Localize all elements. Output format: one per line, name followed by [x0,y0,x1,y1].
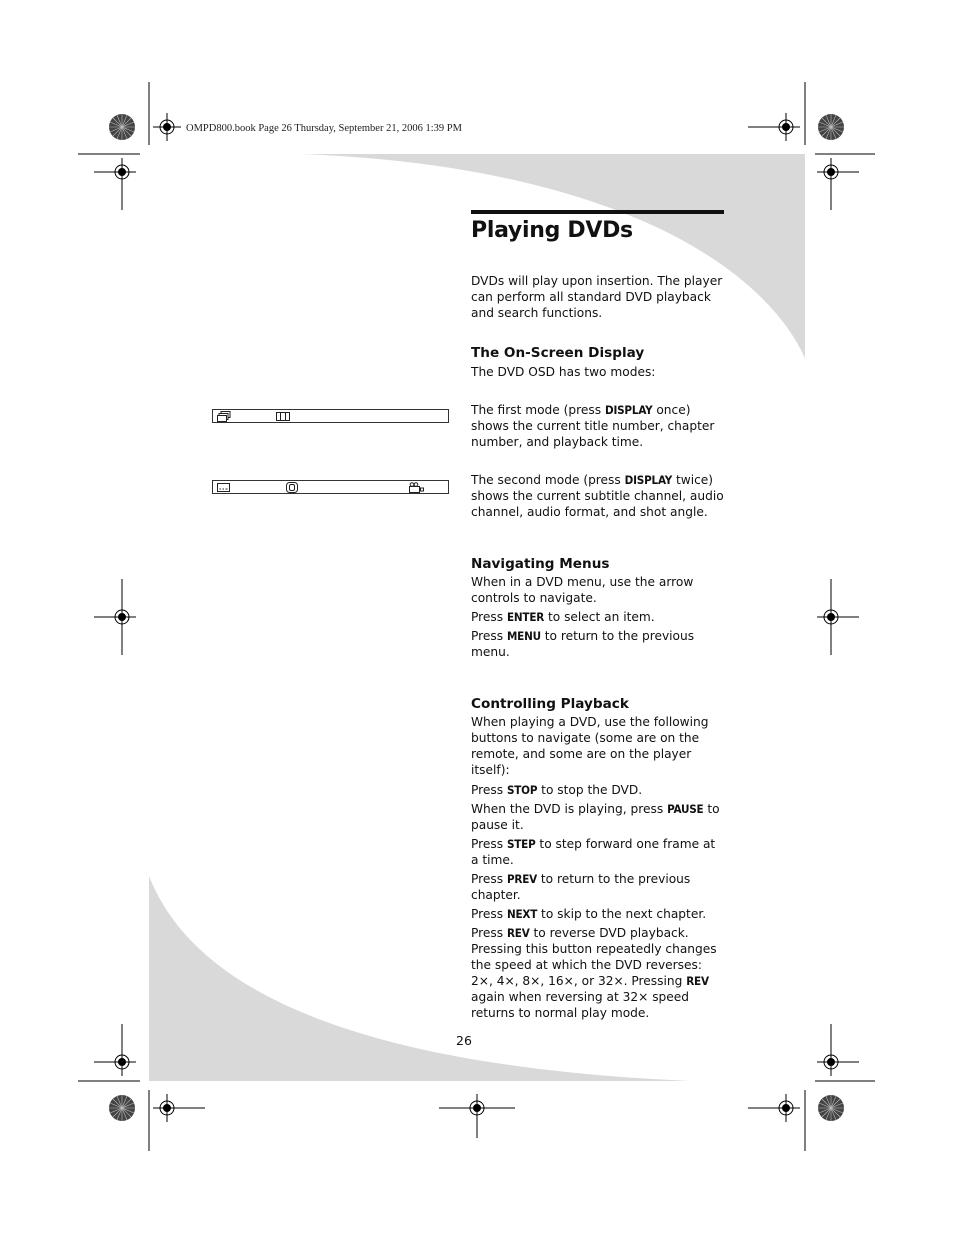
page-title: Playing DVDs [471,218,633,243]
playback-prev [471,871,726,903]
text: When the DVD is playing, press [471,802,668,816]
step-key: STEP [506,837,536,851]
page-number: 26 [456,1033,472,1048]
menus-paragraph-1 [471,574,726,606]
text: again when reversing at 32× speed returns to normal play mode. [471,990,690,1020]
playback-heading: Controlling Playback [471,696,629,712]
osd-bar-mode1 [212,409,449,423]
next-key: NEXT [506,907,538,921]
osd-heading: The On-Screen Display [471,345,645,361]
audio-icon [286,482,300,493]
enter-key: ENTER [506,610,545,624]
text: to step forward one frame at a time. [471,837,716,867]
display-key: DISPLAY [604,403,653,417]
text: Press [471,837,507,851]
print-slug: OMPD800.book Page 26 Thursday, September 21, 2006 1:39 PM [186,123,462,134]
top-swoosh [300,154,805,358]
prev-key: PREV [506,872,538,886]
text: to return to the previous chapter. [471,872,691,902]
text: once) shows the current title number, chapter number, and playback time. [471,403,715,449]
subtitle-icon [217,482,231,493]
osd-lead [471,364,726,380]
pause-key: PAUSE [667,802,704,816]
osd-mode1-paragraph [471,402,726,450]
text: to reverse DVD playback. Pressing this button repeatedly changes the speed at which the DVD reverses: 2×, 4×, 8×, 16×, or 32×. Pressing [471,926,717,988]
osd-lead-text: The DVD OSD has two modes: [471,365,656,379]
rev-key: REV [506,926,530,940]
menu-key: MENU [506,629,541,643]
playback-stop [471,782,726,798]
text: Press [471,907,507,921]
text: to stop the DVD. [537,783,643,797]
intro-paragraph [471,273,726,321]
title-icon [217,411,231,422]
text: to return to the previous menu. [471,629,695,659]
text: Press [471,610,507,624]
playback-pause [471,801,726,833]
text: When in a DVD menu, use the arrow controls to navigate. [471,575,694,605]
playback-paragraph-1 [471,714,726,778]
playback-rev [471,925,726,1021]
playback-step [471,836,726,868]
title-rule [471,210,724,214]
text: to select an item. [544,610,655,624]
text: to pause it. [471,802,720,832]
text: Press [471,872,507,886]
osd-mode2-paragraph [471,472,726,520]
osd-bar-mode2 [212,480,449,494]
menus-paragraph-3 [471,628,726,660]
text: to skip to the next chapter. [537,907,707,921]
stop-key: STOP [506,783,538,797]
intro-text: DVDs will play upon insertion. The player can perform all standard DVD playback and search functions. [471,274,723,320]
rev-key: REV [686,974,709,988]
text: Press [471,629,507,643]
menus-heading: Navigating Menus [471,556,610,572]
text: Press [471,783,507,797]
menus-paragraph-2 [471,609,726,625]
text: The second mode (press [471,473,625,487]
angle-icon [409,482,425,493]
display-key: DISPLAY [624,473,673,487]
text: Press [471,926,507,940]
text: twice) shows the current subtitle channel, audio channel, audio format, and shot angle. [471,473,724,519]
text: The first mode (press [471,403,605,417]
playback-next [471,906,726,922]
text: When playing a DVD, use the following buttons to navigate (some are on the remote, and some are on the player itself): [471,715,709,777]
chapter-icon [276,411,291,422]
